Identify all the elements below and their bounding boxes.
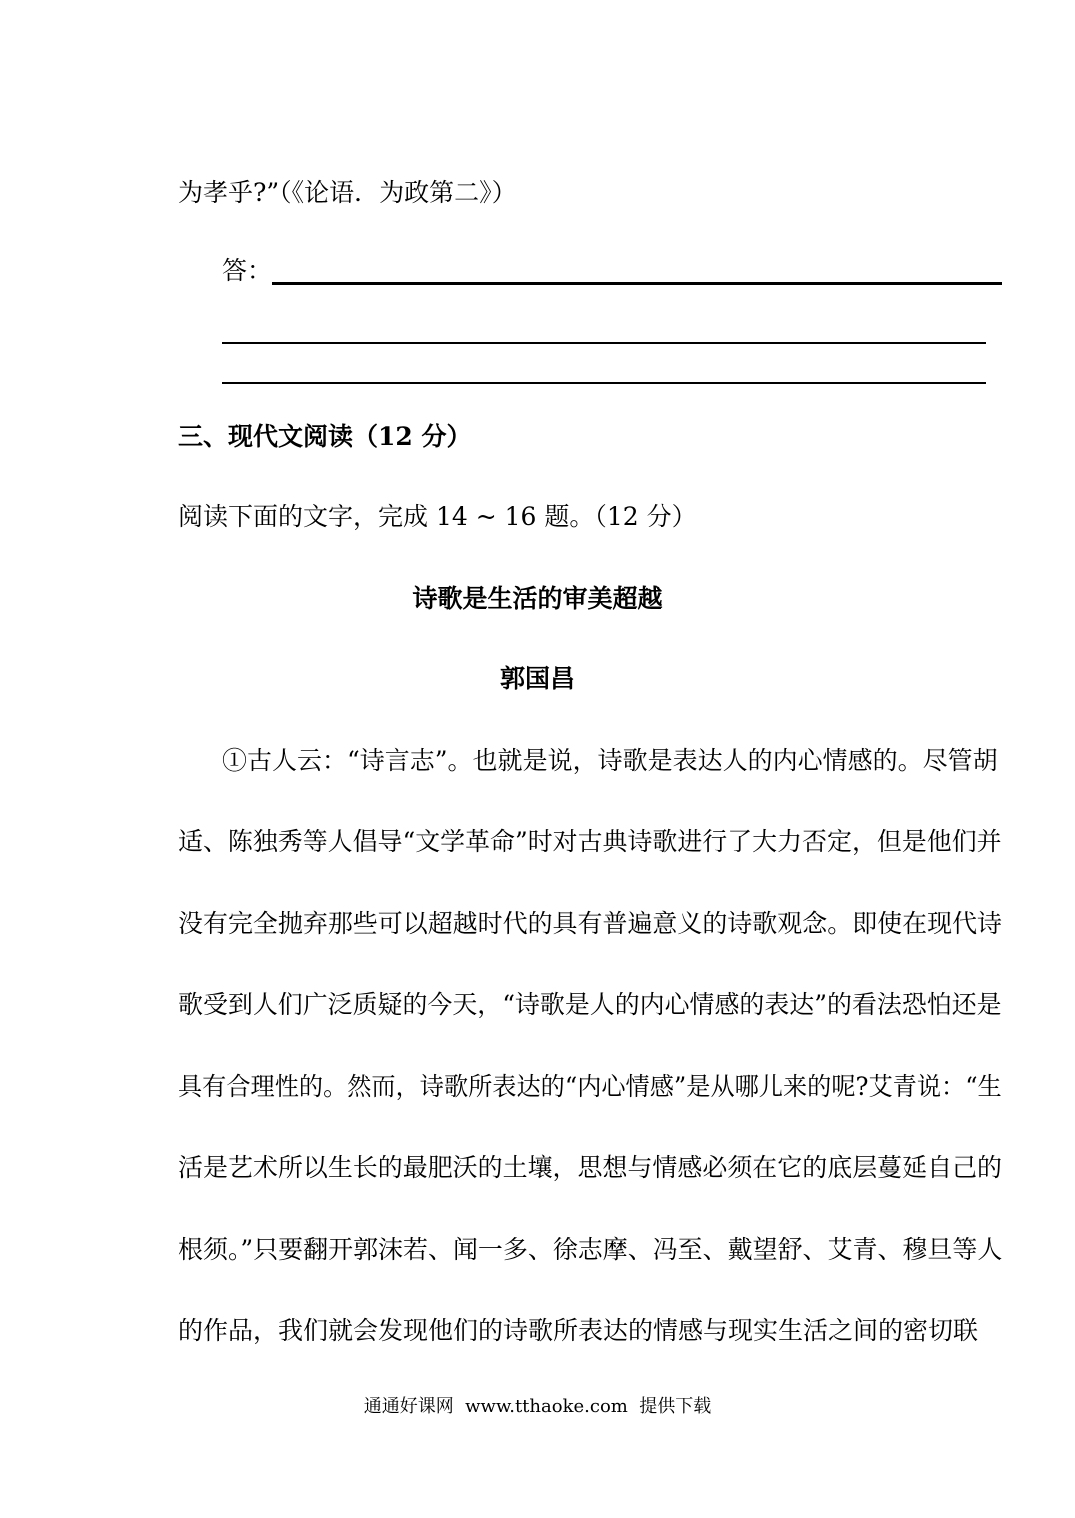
paragraph-line-2: 适、陈独秀等人倡导“文学革命”时对古典诗歌进行了大力否定，但是他们并 (178, 827, 1002, 856)
answer-line-1[interactable] (272, 282, 1002, 285)
paragraph-line-8: 的作品，我们就会发现他们的诗歌所表达的情感与现实生活之间的密切联 (178, 1316, 979, 1345)
paragraph-line-4: 歌受到人们广泛质疑的今天，“诗歌是人的内心情感的表达”的看法恐怕还是 (178, 990, 1002, 1019)
footer-text: 通通好课网 www.tthaoke.com 提供下载 (363, 1396, 712, 1417)
answer-line-3[interactable] (222, 382, 986, 384)
article-author: 郭国昌 (499, 664, 575, 693)
reading-instruction: 阅读下面的文字，完成 14 ~ 16 题。（12 分） (178, 502, 697, 531)
section-heading: 三、现代文阅读（12 分） (178, 422, 472, 451)
article-title: 诗歌是生活的审美超越 (412, 584, 663, 613)
paragraph-line-1: ①古人云：“诗言志”。也就是说，诗歌是表达人的内心情感的。尽管胡 (222, 746, 998, 775)
question-tail-text: 为孝乎?”（《论语．为政第二》） (178, 178, 517, 207)
answer-label: 答： (222, 256, 273, 285)
paragraph-line-5: 具有合理性的。然而，诗歌所表达的“内心情感”是从哪儿来的呢?艾青说：“生 (178, 1072, 1002, 1101)
paragraph-line-7: 根须。”只要翻开郭沫若、闻一多、徐志摩、冯至、戴望舒、艾青、穆旦等人 (178, 1235, 1003, 1264)
paragraph-line-6: 活是艺术所以生长的最肥沃的土壤，思想与情感必须在它的底层蔓延自己的 (178, 1153, 1003, 1182)
paragraph-line-3: 没有完全抛弃那些可以超越时代的具有普遍意义的诗歌观念。即使在现代诗 (178, 909, 1003, 938)
answer-line-2[interactable] (222, 342, 986, 344)
